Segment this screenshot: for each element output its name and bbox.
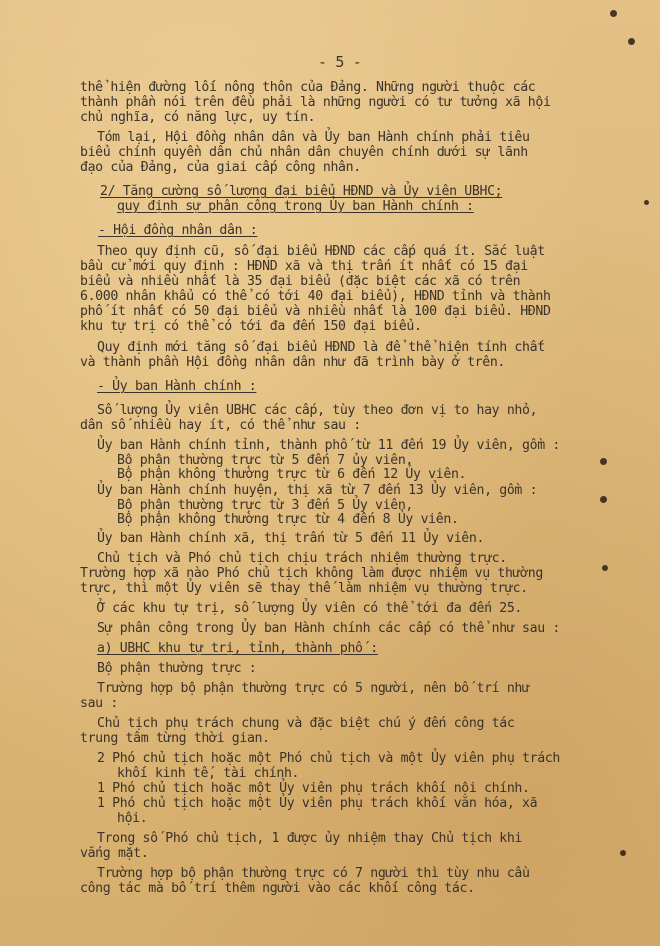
binding-hole bbox=[610, 10, 617, 17]
body-line: hội. bbox=[117, 811, 148, 826]
subsection-heading: - Ủy ban Hành chính : bbox=[97, 379, 257, 394]
body-line: thể hiện đường lối nông thôn của Đảng. Những người thuộc các bbox=[80, 80, 536, 95]
body-line: trực, thì một Ủy viên sẽ thay thế làm nhiệm vụ thường trực. bbox=[80, 581, 528, 596]
body-line: Ủy ban Hành chính xã, thị trấn từ 5 đến 11 Ủy viên. bbox=[97, 531, 485, 546]
binding-hole bbox=[628, 38, 635, 45]
body-line: công tác mà bố trí thêm người vào các khối công tác. bbox=[80, 881, 475, 896]
body-line: thành phần nói trên đều phải là những người có tư tưởng xã hội bbox=[80, 95, 551, 110]
body-line: Trong số Phó chủ tịch, 1 được ủy nhiệm thay Chủ tịch khi bbox=[97, 831, 523, 846]
body-line: bầu cử mới quy định : HĐND xã và thị trấn ít nhất có 15 đại bbox=[80, 259, 528, 274]
binding-hole bbox=[600, 458, 607, 465]
body-line: Ủy ban Hành chính tỉnh, thành phố từ 11 đến 19 Ủy viên, gồm : bbox=[97, 438, 560, 453]
body-line: sau : bbox=[80, 696, 118, 711]
body-line: Ở các khu tự trị, số lượng Ủy viên có thể tới đa đến 25. bbox=[97, 601, 523, 616]
body-line: Bộ phận không thường trực từ 4 đến 8 Ủy viên. bbox=[117, 512, 459, 527]
body-line: chủ nghĩa, có năng lực, uy tín. bbox=[80, 110, 316, 125]
body-line: 1 Phó chủ tịch hoặc một Ủy viên phụ trách khối văn hóa, xã bbox=[97, 796, 538, 811]
body-line: Sự phân công trong Ủy ban Hành chính các cấp có thể như sau : bbox=[97, 621, 560, 636]
body-line: biểu chính quyền dân chủ nhân dân chuyên chính dưới sự lãnh bbox=[80, 145, 528, 160]
body-line: biểu và nhiều nhất là 35 đại biểu (đặc biệt các xã có trên bbox=[80, 274, 521, 289]
body-line: Bộ phận thường trực : bbox=[97, 661, 257, 676]
body-line: phố ít nhất có 50 đại biểu và nhiều nhất là 100 đại biểu. HĐND bbox=[80, 304, 551, 319]
body-line: 2 Phó chủ tịch hoặc một Phó chủ tịch và một Ủy viên phụ trách bbox=[97, 751, 560, 766]
subsection-heading: - Hội đồng nhân dân : bbox=[98, 223, 258, 238]
body-line: 6.000 nhân khẩu có thể có tới 40 đại biểu), HĐND tỉnh và thành bbox=[80, 289, 551, 304]
page-number: - 5 - bbox=[318, 53, 362, 71]
body-line: Trường hợp bộ phận thường trực có 5 người, nên bố trí như bbox=[97, 681, 530, 696]
body-line: Trường hợp bộ phận thường trực có 7 người thì tùy nhu cầu bbox=[97, 866, 530, 881]
body-line: dân số nhiều hay ít, có thể như sau : bbox=[80, 418, 361, 433]
body-line: Tóm lại, Hội đồng nhân dân và Ủy ban Hành chính phải tiêu bbox=[97, 130, 530, 145]
body-line: vắng mặt. bbox=[80, 846, 149, 861]
binding-hole bbox=[620, 850, 626, 856]
body-line: Bộ phận thường trực từ 5 đến 7 ủy viên. bbox=[117, 453, 413, 468]
body-line: khu tự trị có thể có tới đa đến 150 đại biểu. bbox=[80, 319, 422, 334]
body-line: và thành phần Hội đồng nhân dân như đã trình bày ở trên. bbox=[80, 355, 506, 370]
binding-hole bbox=[600, 496, 607, 503]
body-line: Bộ phận thường trực từ 3 đến 5 Ủy viên, bbox=[117, 498, 413, 513]
section-heading: 2/ Tăng cường số lượng đại biểu HĐND và Ủy viên UBHC; bbox=[100, 184, 503, 199]
body-line: Bộ phận không thường trực từ 6 đến 12 Ủy viên. bbox=[117, 467, 467, 482]
body-line: Theo quy định cũ, số đại biểu HĐND các cấp quá ít. Sắc luật bbox=[97, 244, 545, 259]
body-line: đạo của Đảng, của giai cấp công nhân. bbox=[80, 160, 361, 175]
body-line: Trường hợp xã nào Phó chủ tịch không làm được nhiệm vụ thường bbox=[80, 566, 543, 581]
binding-hole bbox=[644, 200, 649, 205]
body-line: 1 Phó chủ tịch hoặc một Ủy viên phụ trách khối nội chính. bbox=[97, 781, 530, 796]
body-line: Ủy ban Hành chính huyện, thị xã từ 7 đến 13 Ủy viên, gồm : bbox=[97, 483, 538, 498]
body-line: Số lượng Ủy viên UBHC các cấp, tùy theo đơn vị to hay nhỏ, bbox=[97, 403, 538, 418]
body-line: trung tâm từng thời gian. bbox=[80, 731, 270, 746]
body-line: Chủ tịch phụ trách chung và đặc biệt chú ý đến công tác bbox=[97, 716, 515, 731]
body-line: khối kinh tế, tài chính. bbox=[117, 766, 300, 781]
binding-hole bbox=[602, 565, 608, 571]
body-line: Quy định mới tăng số đại biểu HĐND là để thể hiện tính chất bbox=[97, 340, 545, 355]
subsection-heading: a) UBHC khu tự trị, tỉnh, thành phố : bbox=[97, 641, 378, 656]
section-heading: quy định sự phân công trong Ủy ban Hành chính : bbox=[117, 199, 474, 214]
body-line: Chủ tịch và Phó chủ tịch chịu trách nhiệm thường trực. bbox=[97, 551, 507, 566]
